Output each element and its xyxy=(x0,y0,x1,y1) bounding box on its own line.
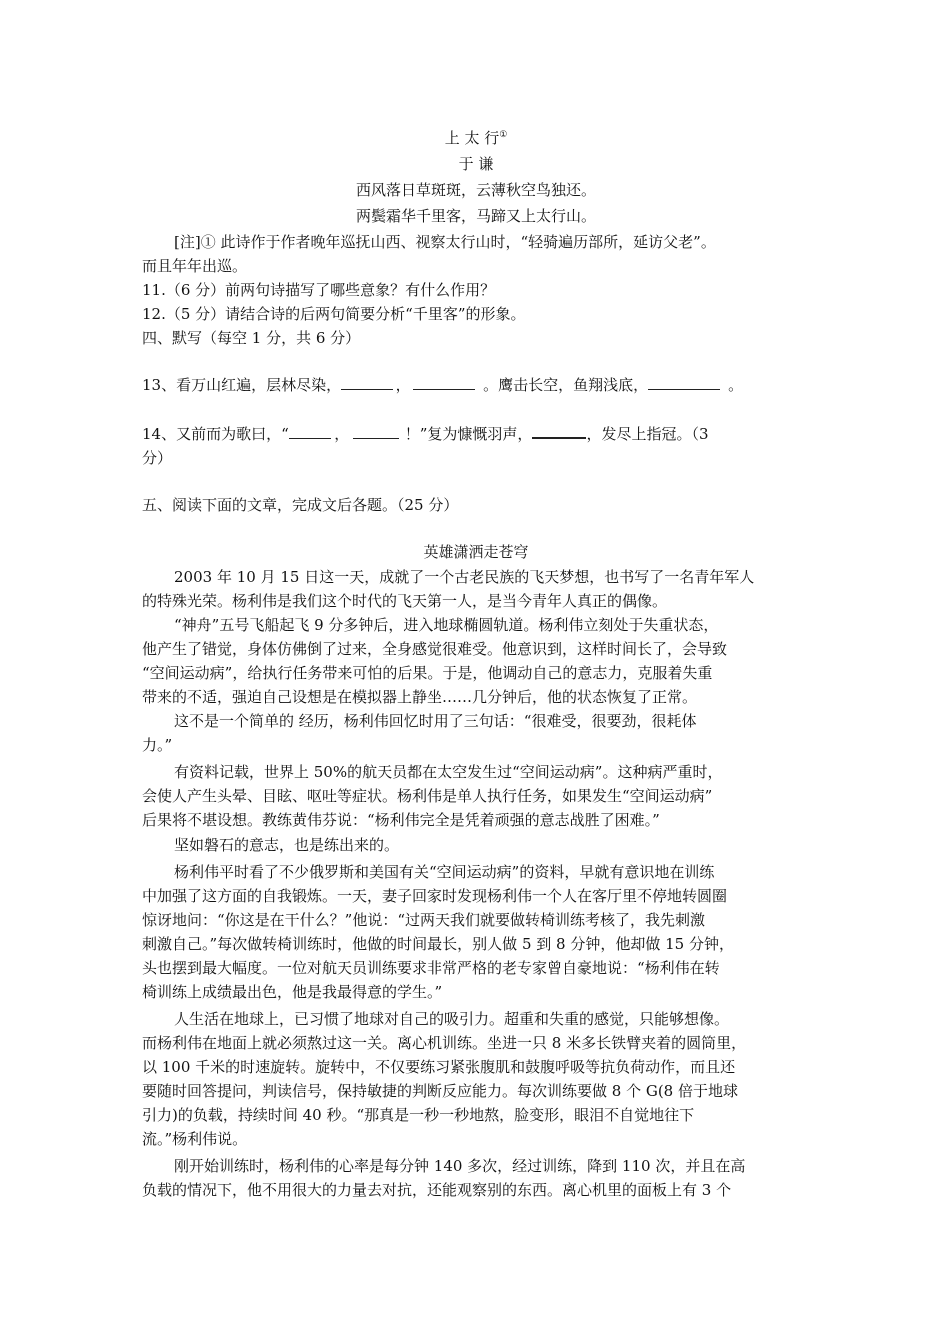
article-line: 有资料记载，世界上 50%的航天员都在太空发生过“空间运动病”。这种病严重时， xyxy=(174,763,723,781)
article-line: “神舟”五号飞船起飞 9 分多钟后，进入地球椭圆轨道。杨利伟立刻处于失重状态， xyxy=(174,616,719,634)
article-line: 杨利伟平时看了不少俄罗斯和美国有关“空间运动病”的资料，早就有意识地在训练 xyxy=(174,863,715,881)
question-14-text-1: 14、又前而为歌曰，“ xyxy=(142,425,289,443)
article-line: 要随时回答提问，判读信号，保持敏捷的判断反应能力。每次训练要做 8 个 G(8 倍于地球 xyxy=(142,1082,738,1100)
question-14-text-3: ，发尽上指冠。（3 xyxy=(586,425,709,443)
article-line: 人生活在地球上，已习惯了地球对自己的吸引力。超重和失重的感觉，只能够想像。 xyxy=(174,1010,730,1028)
article-line: 椅训练上成绩最出色，他是我最得意的学生。” xyxy=(142,983,443,1001)
article-line: 引力)的负载，持续时间 40 秒。“那真是一秒一秒地熬，脸变形，眼泪不自觉地往下 xyxy=(142,1106,695,1124)
answer-blank-14-1[interactable] xyxy=(289,424,331,439)
question-14 xyxy=(142,423,810,445)
article-line: 的特殊光荣。杨利伟是我们这个时代的飞天第一人，是当今青年人真正的偶像。 xyxy=(142,592,668,610)
question-13-end: 。 xyxy=(728,376,744,394)
question-11: 11.（6 分）前两句诗描写了哪些意象？有什么作用？ xyxy=(142,281,496,299)
question-12: 12.（5 分）请结合诗的后两句简要分析“千里客”的形象。 xyxy=(142,305,526,323)
article-line: 坚如磐石的意志，也是练出来的。 xyxy=(174,836,400,854)
article-line: 他产生了错觉，身体仿佛倒了过来，全身感觉很难受。他意识到，这样时间长了，会导致 xyxy=(142,640,728,658)
article-line: 2003 年 10 月 15 日这一天，成就了一个古老民族的飞天梦想，也书写了一名青年军人 xyxy=(174,568,755,586)
article-line: 刺激自己。”每次做转椅训练时，他做的时间最长，别人做 5 到 8 分钟，他却做 15 分钟， xyxy=(142,935,734,953)
section-5-heading: 五、阅读下面的文章，完成文后各题。（25 分） xyxy=(142,496,459,514)
article-line: 带来的不适，强迫自己设想是在模拟器上静坐……几分钟后，他的状态恢复了正常。 xyxy=(142,688,698,706)
poem-line-2: 两鬓霜华千里客，马蹄又上太行山。 xyxy=(355,207,596,225)
article-line: 会使人产生头晕、目眩、呕吐等症状。杨利伟是单人执行任务，如果发生“空间运动病” xyxy=(142,787,713,805)
article-line: 刚开始训练时，杨利伟的心率是每分钟 140 多次，经过训练，降到 110 次，并且在高 xyxy=(174,1157,746,1175)
question-13-text-1: 13、看万山红遍，层林尽染， xyxy=(142,376,342,394)
article-title: 英雄潇洒走苍穹 xyxy=(423,543,529,561)
poem-annotation-line-2: 而且年年出巡。 xyxy=(142,257,248,275)
article-line: 这不是一个简单的 经历，杨利伟回忆时用了三句话：“很难受，很要劲，很耗体 xyxy=(174,712,697,730)
poem-author: 于 谦 xyxy=(458,155,494,173)
footnote-marker: ① xyxy=(499,130,508,140)
article-line: “空间运动病”，给执行任务带来可怕的后果。于是，他调动自己的意志力，克服着失重 xyxy=(142,664,713,682)
article-line: 流。”杨利伟说。 xyxy=(142,1130,248,1148)
question-14-separator: ， xyxy=(334,425,350,443)
question-13-separator: ， xyxy=(395,376,411,394)
article-line: 惊讶地问：“你这是在干什么？”他说：“过两天我们就要做转椅训练考核了，我先刺激 xyxy=(142,911,706,929)
answer-blank-13-3[interactable] xyxy=(648,375,720,390)
article-line: 力。” xyxy=(142,736,173,754)
poem-line-1: 西风落日草斑斑，云薄秋空鸟独还。 xyxy=(355,181,596,199)
article-line: 头也摆到最大幅度。一位对航天员训练要求非常严格的老专家曾自豪地说：“杨利伟在转 xyxy=(142,959,720,977)
article-line: 负载的情况下，他不用很大的力量去对抗，还能观察别的东西。离心机里的面板上有 3 个 xyxy=(142,1181,732,1199)
article-line: 以 100 千米的时速旋转。旋转中，不仅要练习紧张腹肌和鼓腹呼吸等抗负荷动作，而且还 xyxy=(142,1058,736,1076)
answer-blank-14-2[interactable] xyxy=(353,424,399,439)
poem-title: 上 太 行① xyxy=(444,129,508,147)
question-13-text-2: 。鹰击长空，鱼翔浅底， xyxy=(483,376,649,394)
article-line: 中加强了这方面的自我锻炼。一天，妻子回家时发现杨利伟一个人在客厅里不停地转圆圈 xyxy=(142,887,728,905)
article-line: 后果将不堪设想。教练黄伟芬说：“杨利伟完全是凭着顽强的意志战胜了困难。” xyxy=(142,811,660,829)
question-14-line-2: 分） xyxy=(142,449,173,467)
answer-blank-14-3[interactable] xyxy=(532,423,586,439)
section-4-heading: 四、默写（每空 1 分，共 6 分） xyxy=(142,329,361,347)
question-13 xyxy=(142,374,810,396)
article-line: 而杨利伟在地面上就必须熬过这一关。离心机训练。坐进一只 8 米多长铁臂夹着的圆筒里， xyxy=(142,1034,747,1052)
answer-blank-13-1[interactable] xyxy=(341,375,393,390)
question-14-text-2: ！”复为慷慨羽声， xyxy=(404,425,533,443)
poem-annotation-line-1: [注]① 此诗作于作者晚年巡抚山西、视察太行山时，“轻骑遍历部所，延访父老”。 xyxy=(174,233,716,251)
answer-blank-13-2[interactable] xyxy=(413,375,475,390)
